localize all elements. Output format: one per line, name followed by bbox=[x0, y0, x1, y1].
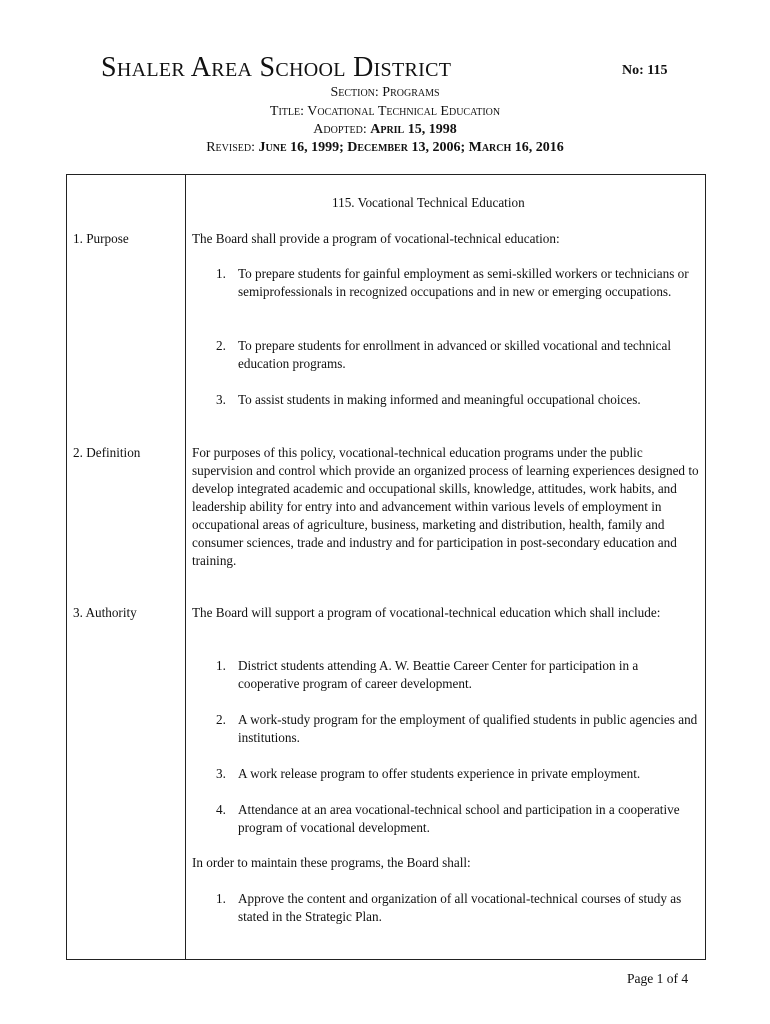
purpose-intro: The Board shall provide a program of vocational-technical education: bbox=[192, 231, 560, 246]
page-number: Page 1 of 4 bbox=[627, 971, 689, 986]
maintain-item-1: Approve the content and organization of all vocational-technical courses of study as stated in the Strategic Plan. bbox=[238, 891, 682, 924]
column-divider bbox=[185, 174, 186, 960]
policy-heading: 115. Vocational Technical Education bbox=[332, 195, 525, 210]
title-value: Vocational Technical Education bbox=[307, 104, 501, 119]
revised-label: Revised: bbox=[206, 140, 255, 155]
district-title: Shaler Area School District bbox=[101, 52, 452, 83]
maintain-item-1-num: 1. bbox=[216, 891, 226, 906]
authority-item-4: Attendance at an area vocational-technical school and participation in a cooperative program of vocational development. bbox=[238, 802, 680, 835]
adopted-line bbox=[0, 122, 770, 138]
authority-item-1: District students attending A. W. Beattie Career Center for participation in a cooperative program of career development. bbox=[238, 658, 639, 691]
authority-item-1-num: 1. bbox=[216, 658, 226, 673]
authority-intro: The Board will support a program of vocational-technical education which shall include: bbox=[192, 605, 661, 620]
purpose-item-2: To prepare students for enrollment in advanced or skilled vocational and technical education programs. bbox=[238, 338, 672, 371]
title-line bbox=[0, 104, 770, 120]
maintain-intro: In order to maintain these programs, the Board shall: bbox=[192, 855, 471, 870]
policy-number: No: 115 bbox=[622, 63, 668, 78]
authority-item-3-num: 3. bbox=[216, 766, 226, 781]
purpose-label: 1. Purpose bbox=[73, 231, 129, 246]
title-label: Title: bbox=[269, 104, 304, 119]
authority-item-2-num: 2. bbox=[216, 712, 226, 727]
authority-label: 3. Authority bbox=[73, 605, 137, 620]
definition-label: 2. Definition bbox=[73, 445, 141, 460]
adopted-label: Adopted: bbox=[313, 122, 367, 137]
purpose-item-3: To assist students in making informed and meaningful occupational choices. bbox=[238, 392, 641, 407]
revised-value: June 16, 1999; December 13, 2006; March 16, 2016 bbox=[258, 140, 564, 155]
revised-line bbox=[0, 140, 770, 156]
authority-item-3: A work release program to offer students experience in private employment. bbox=[238, 766, 641, 781]
authority-item-2: A work-study program for the employment of qualified students in public agencies and institutions. bbox=[238, 712, 698, 745]
authority-item-4-num: 4. bbox=[216, 802, 226, 817]
purpose-item-1-num: 1. bbox=[216, 266, 226, 281]
section-label: Section: bbox=[330, 85, 379, 100]
purpose-item-2-num: 2. bbox=[216, 338, 226, 353]
adopted-value: April 15, 1998 bbox=[370, 122, 457, 137]
purpose-item-1: To prepare students for gainful employment as semi-skilled workers or technicians or semiprofessionals in recognized occupations and in new or emerging occupations. bbox=[238, 266, 689, 299]
definition-text: For purposes of this policy, vocational-technical education programs under the public supervision and control which provide an organized process of learning experiences designed to develop integrated academic and occupational skills, knowledge, attitudes, work habits, and leadership ability for entry into and advancement within various levels of employment in occupational areas of agriculture, business, marketing and distribution, health, family and consumer sciences, trade and industry and for participation in post-secondary education and training. bbox=[192, 445, 699, 568]
section-value: Programs bbox=[382, 85, 440, 100]
purpose-item-3-num: 3. bbox=[216, 392, 226, 407]
section-line bbox=[0, 85, 770, 101]
